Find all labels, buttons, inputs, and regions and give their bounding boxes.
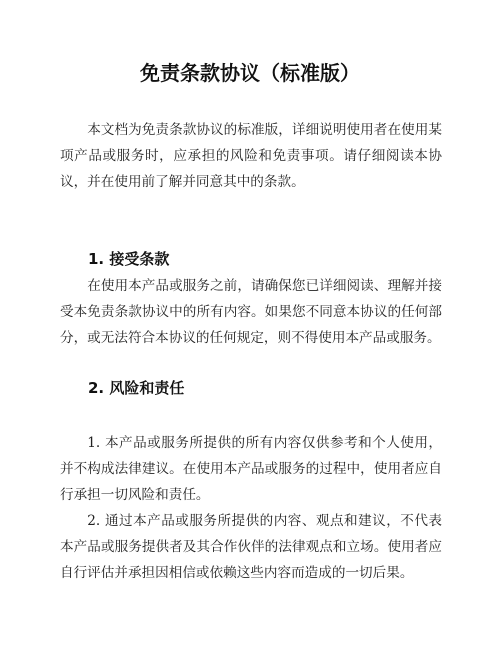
document-title: 免责条款协议（标准版）	[140, 61, 360, 85]
section-paragraph: 1. 本产品或服务所提供的所有内容仅供参考和个人使用，并不构成法律建议。在使用本产品或服务的过程中，使用者应自行承担一切风险和责任。	[60, 435, 442, 503]
section-heading-accept-terms: 1. 接受条款	[88, 250, 170, 268]
section-heading-risk-liability: 2. 风险和责任	[88, 379, 185, 397]
intro-paragraph: 本文档为免责条款协议的标准版，详细说明使用者在使用某项产品或服务时，应承担的风险和免责事项。请仔细阅读本协议，并在使用前了解并同意其中的条款。	[60, 122, 442, 190]
section-paragraph: 在使用本产品或服务之前，请确保您已详细阅读、理解并接受本免责条款协议中的所有内容。如果您不同意本协议的任何部分，或无法符合本协议的任何规定，则不得使用本产品或服务。	[60, 278, 442, 346]
section-paragraph: 2. 通过本产品或服务所提供的内容、观点和建议，不代表本产品或服务提供者及其合作伙伴的法律观点和立场。使用者应自行评估并承担因相信或依赖这些内容而造成的一切后果。	[60, 513, 442, 581]
